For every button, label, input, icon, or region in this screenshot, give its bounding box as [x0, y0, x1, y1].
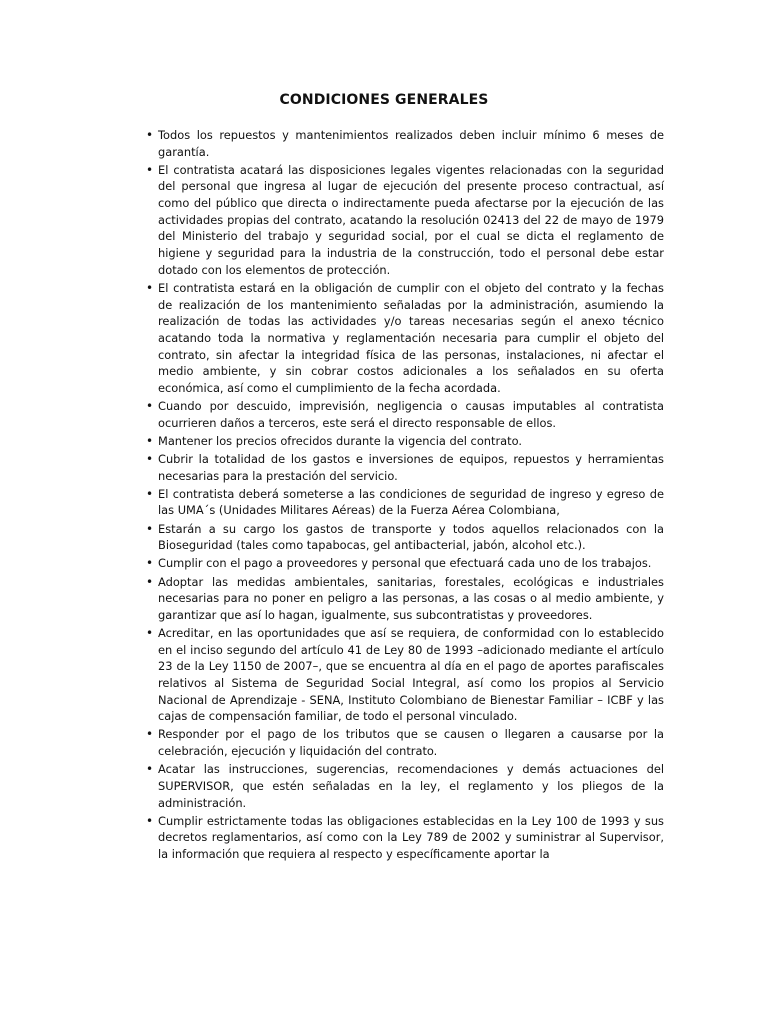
list-item-text: Estarán a su cargo los gastos de transporte y todos aquellos relacionados con la Bioseguridad (tales como tapabocas, gel antibacterial, jabón, alcohol etc.). [158, 521, 664, 553]
list-item-text: Todos los repuestos y mantenimientos realizados deben incluir mínimo 6 meses de garantía. [158, 128, 664, 159]
bullet-icon: • [146, 486, 154, 501]
list-item [146, 813, 664, 863]
bullet-icon: • [146, 556, 154, 571]
list-item [146, 280, 664, 397]
bullet-icon: • [146, 574, 154, 589]
bullet-icon: • [146, 451, 154, 466]
bullet-icon: • [146, 280, 154, 295]
list-item-text: Responder por el pago de los tributos que se causen o llegaren a causarse por la celebración, ejecución y liquidación del contrato. [158, 727, 664, 759]
list-item [146, 521, 664, 554]
bullet-icon: • [146, 626, 154, 641]
bullet-icon: • [146, 813, 154, 828]
list-item-text: Acreditar, en las oportunidades que así se requiera, de conformidad con lo establecido en el inciso segundo del artículo 41 de Ley 80 de 1993 –adicionado mediante el artículo 23 de la Ley 1150 de 2007–, que se encuentra al día en el pago de aportes parafiscales relativos al Sistema de Seguridad Social Integral, así como los propios al Servicio Nacional de Aprendizaje - SENA, Instituto Colombiano de Bienestar Familiar – ICBF y las cajas de compensación familiar, de todo el personal vinculado. [158, 626, 664, 724]
list-item [146, 398, 664, 431]
list-item [146, 555, 664, 572]
bullet-icon: • [146, 399, 154, 413]
list-item [146, 761, 664, 811]
list-item-text: Mantener los precios ofrecidos durante la vigencia del contrato. [158, 433, 522, 448]
document-title: CONDICIONES GENERALES [279, 92, 489, 108]
list-item-text: El contratista deberá someterse a las condiciones de seguridad de ingreso y egreso de las UMA´s (Unidades Militares Aéreas) de la Fuerza Aérea Colombiana, [158, 486, 664, 518]
conditions-list [146, 127, 664, 864]
list-item [146, 451, 664, 484]
bullet-icon: • [146, 762, 154, 777]
list-item-text: Adoptar las medidas ambientales, sanitarias, forestales, ecológicas e industriales necesarias para no poner en peligro a las personas, a las cosas o al medio ambiente, y garantizar que así lo hagan, igualmente, sus subcontratistas y proveedores. [158, 574, 664, 622]
list-item [146, 726, 664, 759]
bullet-icon: • [146, 521, 154, 536]
list-item [146, 486, 664, 519]
bullet-icon: • [146, 162, 154, 177]
list-item-text: El contratista estará en la obligación de cumplir con el objeto del contrato y la fechas de realización de los mantenimiento señaladas por la administración, asumiendo la realización de todas las actividades y/o tareas necesarias según el anexo técnico acatando toda la normativa y reglamentación necesaria para cumplir el objeto del contrato, sin afectar la integridad física de las personas, instalaciones, ni afectar el medio ambiente, y sin cobrar costos adicionales a los señalados en su oferta económica, así como el cumplimiento de la fecha acordada. [158, 280, 664, 395]
list-item [146, 625, 664, 725]
list-item-text: El contratista acatará las disposiciones legales vigentes relacionadas con la seguridad del personal que ingresa al lugar de ejecución del presente proceso contractual, así como del público que directa o indirectamente pueda afectarse por la ejecución de las actividades propias del contrato, acatando la resolución 02413 del 22 de mayo de 1979 del Ministerio del trabajo y seguridad social, por el cual se dicta el reglamento de higiene y seguridad para la industria de la construcción, todo el personal debe estar dotado con los elementos de protección. [158, 162, 664, 277]
list-item [146, 433, 664, 450]
list-item-text: Cuando por descuido, imprevisión, negligencia o causas imputables al contratista ocurrieren daños a terceros, este será el directo responsable de ellos. [158, 399, 664, 430]
list-item [146, 162, 664, 279]
list-item-text: Cumplir con el pago a proveedores y personal que efectuará cada uno de los trabajos. [158, 556, 652, 571]
list-item [146, 574, 664, 624]
list-item [146, 127, 664, 160]
list-item-text: Acatar las instrucciones, sugerencias, recomendaciones y demás actuaciones del SUPERVISOR, que estén señaladas en la ley, el reglamento y los pliegos de la administración. [158, 762, 664, 810]
bullet-icon: • [146, 727, 154, 742]
list-item-text: Cubrir la totalidad de los gastos e inversiones de equipos, repuestos y herramientas necesarias para la prestación del servicio. [158, 451, 664, 483]
bullet-icon: • [146, 128, 154, 142]
bullet-icon: • [146, 433, 154, 448]
list-item-text: Cumplir estrictamente todas las obligaciones establecidas en la Ley 100 de 1993 y sus decretos reglamentarios, así como con la Ley 789 de 2002 y suministrar al Supervisor, la información que requiera al respecto y específicamente aportar la [158, 813, 664, 862]
